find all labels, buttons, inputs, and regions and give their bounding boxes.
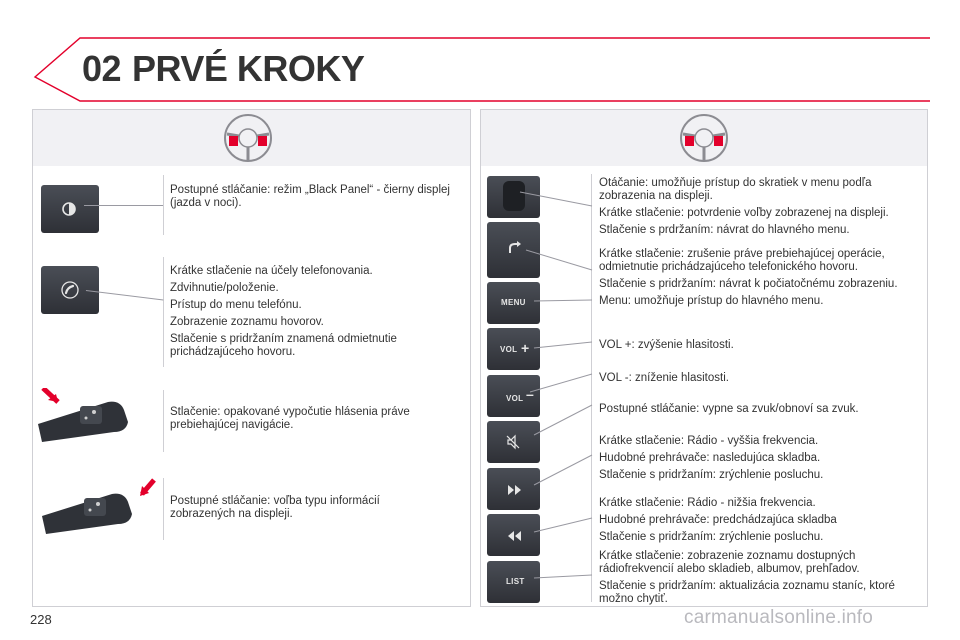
watermark: carmanualsonline.info: [684, 607, 874, 628]
list-button-label: LIST: [506, 577, 525, 586]
stalk-icon: [38, 388, 138, 446]
description-line: Zobrazenie zoznamu hovorov.: [170, 316, 324, 328]
left-divider: [163, 175, 164, 235]
left-item-text: [170, 406, 460, 436]
description-line: Krátke stlačenie na účely telefonovania.: [170, 265, 373, 277]
vol-down-label: VOL: [506, 394, 524, 403]
description-line: Krátke stlačenie: Rádio - nižšia frekvencia.: [599, 497, 816, 509]
steering-wheel-icon: [221, 112, 275, 164]
description-line: Krátke stlačenie: zrušenie práve prebiehajúcej operácie, odmietnutie prichádzajúceho telefonického hovoru.: [599, 248, 885, 273]
chapter-title: PRVÉ KROKY: [132, 48, 365, 89]
vol-up-label: VOL: [500, 345, 518, 354]
leader-line: [84, 205, 163, 206]
description-line: Stlačenie s pridržaním: zrýchlenie posluchu.: [599, 469, 824, 481]
description-line: VOL +: zvýšenie hlasitosti.: [599, 339, 734, 351]
description-line: Zdvihnutie/položenie.: [170, 282, 279, 294]
description-line: Hudobné prehrávače: nasledujúca skladba.: [599, 452, 821, 464]
left-item-text: [170, 495, 440, 525]
chapter-number: 02: [82, 48, 122, 89]
plus-icon: +: [521, 340, 530, 356]
right-item-text: [599, 372, 925, 389]
right-item-text: [599, 550, 925, 610]
description-line: Stlačenie s pridržaním: aktualizácia zoznamu staníc, ktoré možno chytiť.: [599, 580, 895, 605]
stalk-icon: [38, 478, 158, 536]
steering-wheel-icon: [677, 112, 731, 164]
phone-icon: [59, 280, 81, 300]
description-line: Postupné stláčanie: režim „Black Panel“ - čierny displej (jazda v noci).: [170, 184, 450, 209]
description-line: Postupné stláčanie: voľba typu informácií zobrazených na displeji.: [170, 495, 380, 520]
description-line: Krátke stlačenie: zobrazenie zoznamu dostupných rádiofrekvencií alebo skladieb, albumov, prehľadov.: [599, 550, 860, 575]
description-line: Stlačenie s pridržaním: zrýchlenie posluchu.: [599, 531, 824, 543]
black-panel-icon: [60, 200, 78, 218]
description-line: Krátke stlačenie: potvrdenie voľby zobrazenej na displeji.: [599, 207, 889, 219]
description-line: Stlačenie s pridržaním: návrat k počiatočnému zobrazeniu.: [599, 278, 898, 290]
right-item-text: [599, 177, 925, 241]
right-item-text: [599, 435, 925, 486]
description-line: Stlačenie: opakované vypočutie hlásenia práve prebiehajúcej navigácie.: [170, 406, 410, 431]
right-item-text: [599, 339, 925, 356]
left-divider: [163, 257, 164, 367]
description-line: Hudobné prehrávače: predchádzajúca skladba: [599, 514, 837, 526]
right-item-text: [599, 403, 925, 420]
description-line: VOL -: zníženie hlasitosti.: [599, 372, 729, 384]
description-line: Otáčanie: umožňuje prístup do skratiek v menu podľa zobrazenia na displeji.: [599, 177, 872, 202]
minus-icon: –: [526, 386, 535, 402]
left-item-text: [170, 265, 460, 363]
description-line: Stlačenie s pridržaním znamená odmietnutie prichádzajúceho hovoru.: [170, 333, 397, 358]
description-line: Krátke stlačenie: Rádio - vyššia frekvencia.: [599, 435, 819, 447]
description-line: Postupné stláčanie: vypne sa zvuk/obnoví sa zvuk.: [599, 403, 859, 415]
right-item-text: [599, 497, 925, 548]
menu-button-label: MENU: [501, 298, 526, 307]
description-line: Menu: umožňuje prístup do hlavného menu.: [599, 295, 824, 307]
left-item-text: [170, 184, 460, 214]
leader-lines: [480, 170, 600, 610]
page-number: 228: [30, 612, 52, 627]
description-line: Stlačenie s prdržaním: návrat do hlavného menu.: [599, 224, 850, 236]
description-line: Prístup do menu telefónu.: [170, 299, 302, 311]
left-divider: [163, 390, 164, 452]
left-divider: [163, 478, 164, 540]
right-item-text: [599, 248, 925, 312]
